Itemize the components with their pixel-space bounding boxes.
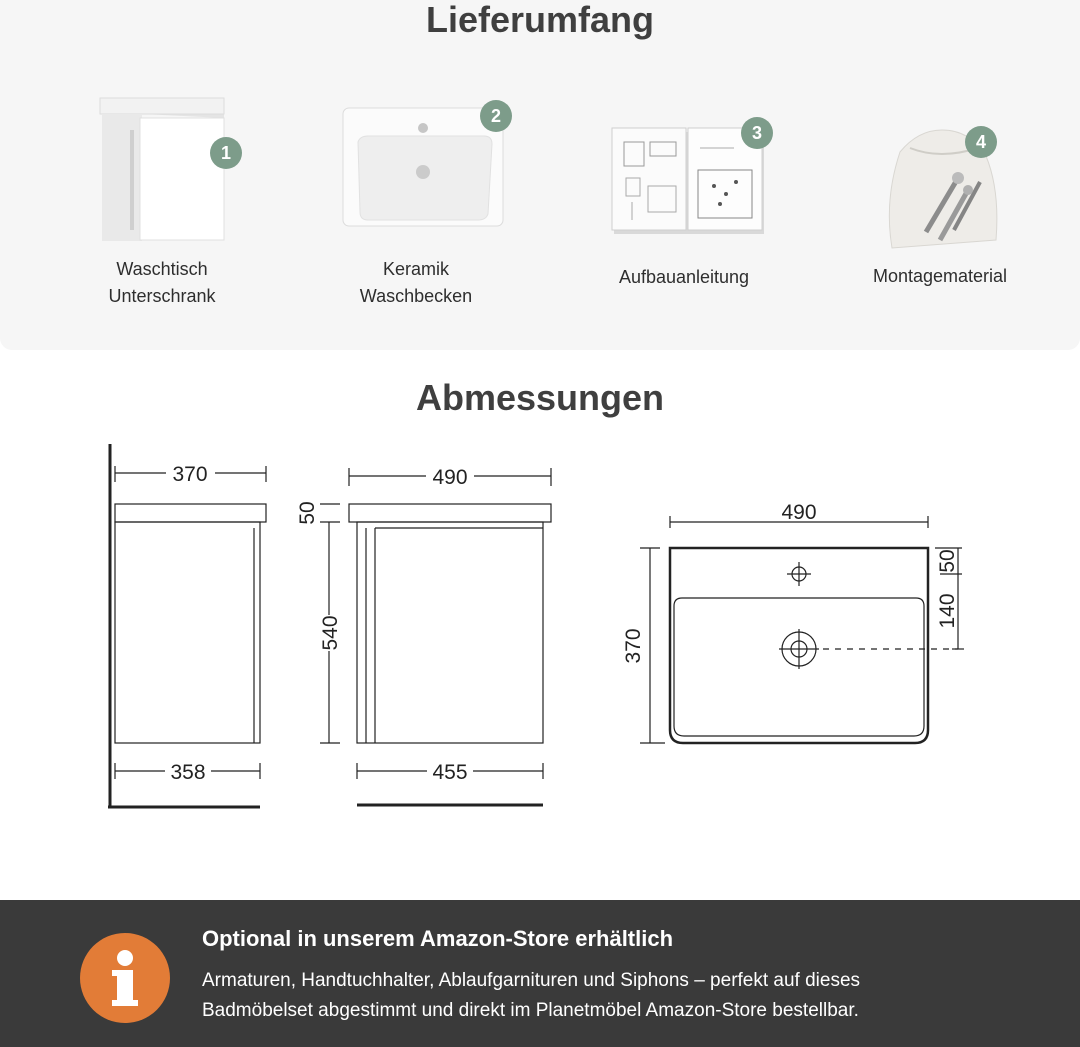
side-cabinet-body xyxy=(115,522,260,743)
info-icon xyxy=(80,933,170,1023)
footer-title: Optional in unserem Amazon-Store erhältlich xyxy=(202,926,674,951)
basin-width: 490 xyxy=(781,501,817,524)
footer-text-line-2: Badmöbelset abgestimmt und direkt im Planetmöbel Amazon-Store bestellbar. xyxy=(202,1000,859,1021)
scope-title: Lieferumfang xyxy=(425,0,655,40)
side-bottom-width: 358 xyxy=(170,761,206,784)
footer-text-line-1: Armaturen, Handtuchhalter, Ablaufgarnituren und Siphons – perfekt auf dieses xyxy=(202,970,861,991)
side-top-plate xyxy=(115,504,266,522)
badge-3: 3 xyxy=(741,117,773,149)
manual-icon xyxy=(574,90,794,250)
scope-item-hardware xyxy=(830,90,1050,330)
cabinet-icon xyxy=(52,90,272,250)
front-cabinet-body xyxy=(357,522,543,743)
scope-item-cabinet xyxy=(52,90,272,330)
badge-2: 2 xyxy=(480,100,512,132)
hardware-bag-icon xyxy=(830,90,1050,250)
basin-tap-offset: 50 xyxy=(936,549,959,573)
badge-1: 1 xyxy=(210,137,242,169)
dimensions-title: Abmessungen xyxy=(415,377,665,418)
info-footer xyxy=(0,900,1080,1047)
front-top-plate xyxy=(349,504,551,522)
front-top-height: 50 xyxy=(296,501,319,525)
front-bottom-width: 455 xyxy=(432,761,468,784)
front-top-width: 490 xyxy=(432,466,468,489)
caption-cabinet: Waschtisch Unterschrank xyxy=(108,259,216,306)
caption-manual: Aufbauanleitung xyxy=(618,267,750,287)
scope-of-delivery-section xyxy=(0,0,1080,350)
front-body-height: 540 xyxy=(319,615,342,651)
caption-basin: Keramik Waschbecken xyxy=(359,259,473,306)
caption-hardware: Montagematerial xyxy=(872,266,1008,286)
basin-depth: 370 xyxy=(622,628,645,664)
scope-item-manual xyxy=(574,90,794,330)
basin-drain-offset: 140 xyxy=(936,593,959,629)
dimensions-drawing xyxy=(0,430,1080,830)
side-top-width: 370 xyxy=(172,463,208,486)
scope-item-basin xyxy=(306,90,526,330)
badge-4: 4 xyxy=(965,126,997,158)
